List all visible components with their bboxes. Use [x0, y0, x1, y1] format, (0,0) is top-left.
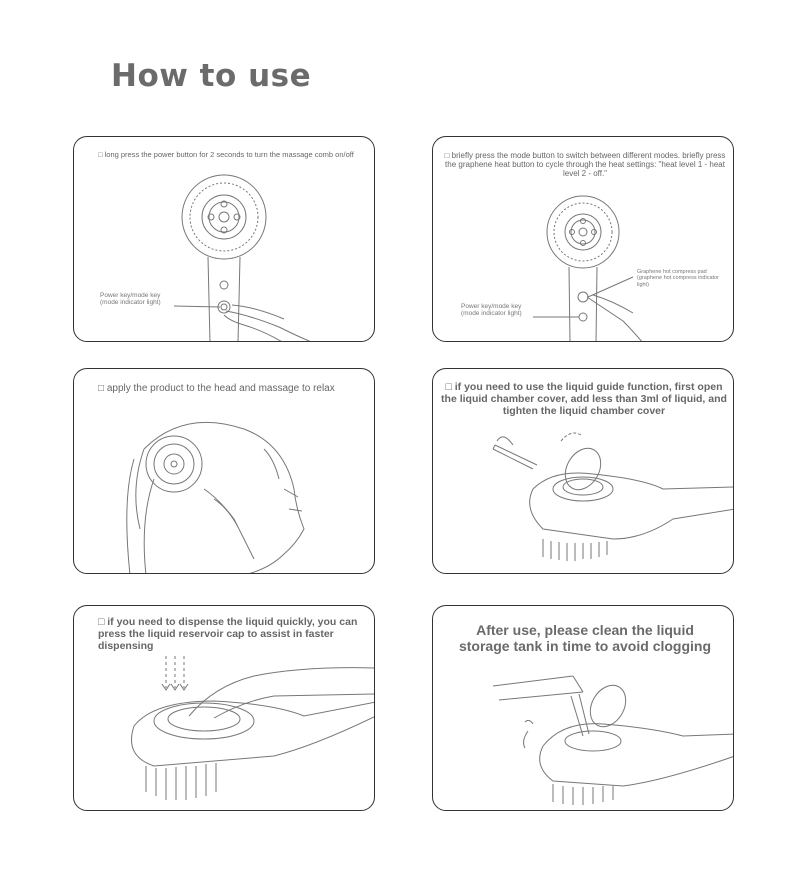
step-panel-4: [432, 368, 734, 574]
step-panel-5: [73, 605, 375, 811]
step-2-caption: □ briefly press the mode button to switch between different modes. briefly press the graphene heat button to cycle through the heat settings: "heat level 1 - heat level 2 - off.": [444, 151, 726, 179]
page-title: How to use: [111, 58, 312, 94]
head-massage-illustration: [74, 369, 375, 574]
step-panel-6: [432, 605, 734, 811]
power-key-label: Power key/mode key (mode indicator light): [100, 292, 161, 307]
step-1-caption: □ long press the power button for 2 seconds to turn the massage comb on/off: [98, 150, 354, 159]
step-5-caption: □ if you need to dispense the liquid quickly, you can press the liquid reservoir cap to assist in faster dispensing: [98, 616, 358, 653]
liquid-fill-illustration: [433, 369, 734, 574]
step-3-caption: □ apply the product to the head and massage to relax: [98, 383, 335, 394]
step-6-caption: After use, please clean the liquid storage tank in time to avoid clogging: [458, 622, 712, 655]
graphene-pad-label: Graphene hot compress pad (graphene hot compress indicator light): [637, 269, 719, 288]
step-4-caption: □ if you need to use the liquid guide function, first open the liquid chamber cover, add less than 3ml of liquid, and tighten the liquid chamber cover: [441, 381, 727, 418]
clean-tank-illustration: [433, 606, 734, 811]
step-panel-2: [432, 136, 734, 342]
press-dispense-illustration: [74, 606, 375, 811]
power-key-label-2: Power key/mode key (mode indicator light): [461, 303, 522, 318]
step-panel-3: [73, 368, 375, 574]
step-panel-1: [73, 136, 375, 342]
comb-front-illustration: [74, 137, 375, 342]
